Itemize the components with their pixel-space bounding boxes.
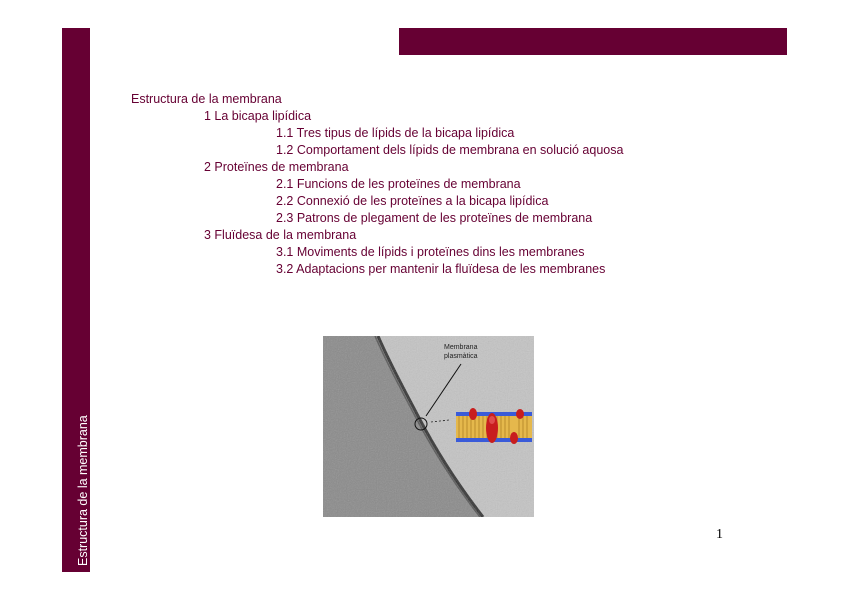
section-3: 3 Fluïdesa de la membrana <box>204 228 357 242</box>
page-number: 1 <box>716 527 723 542</box>
membrane-micrograph <box>323 336 534 517</box>
figure-label-line2: plasmàtica <box>444 353 478 360</box>
section-2-2: 2.2 Connexió de les proteïnes a la bicapa lipídica <box>276 194 549 208</box>
sidebar-title: Estructura de la membrana <box>76 415 90 566</box>
outline-heading: Estructura de la membrana <box>131 92 282 106</box>
section-3-2: 3.2 Adaptacions per mantenir la fluïdesa de les membranes <box>276 262 606 276</box>
header-bar <box>399 28 787 55</box>
protein-peripheral-1 <box>469 408 477 420</box>
figure-label-line1: Membrana <box>444 344 478 351</box>
bilayer-inset <box>456 408 532 444</box>
protein-peripheral-3 <box>516 409 524 419</box>
section-1-1: 1.1 Tres tipus de lípids de la bicapa lipídica <box>276 126 515 140</box>
membrane-figure <box>323 336 534 517</box>
protein-peripheral-2 <box>510 432 518 444</box>
section-1-2: 1.2 Comportament dels lípids de membrana en solució aquosa <box>276 143 624 157</box>
section-2-3: 2.3 Patrons de plegament de les proteïnes de membrana <box>276 211 593 225</box>
section-2: 2 Proteïnes de membrana <box>204 160 349 174</box>
section-3-1: 3.1 Moviments de lípids i proteïnes dins les membranes <box>276 245 585 259</box>
section-2-1: 2.1 Funcions de les proteïnes de membrana <box>276 177 521 191</box>
section-1: 1 La bicapa lipídica <box>204 109 312 123</box>
